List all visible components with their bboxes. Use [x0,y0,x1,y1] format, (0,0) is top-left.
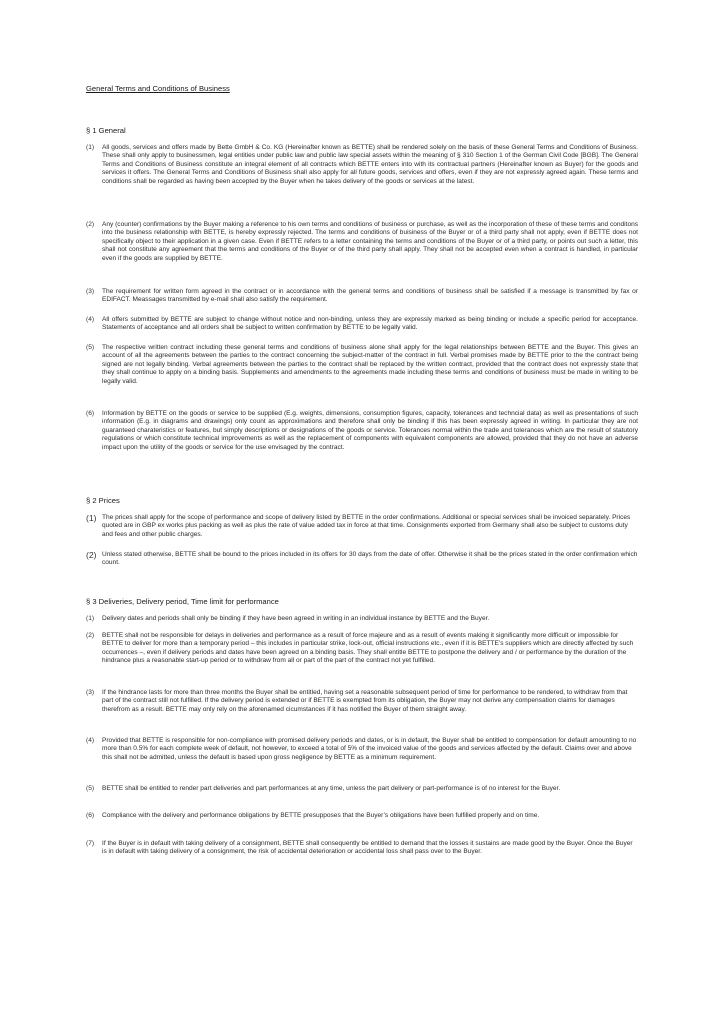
clause-number: (5) [86,344,95,351]
clause-text: All goods, services and offers made by Bette GmbH & Co. KG (Hereinafter known as BETTE) shall be rendered solely on the basis of these General Terms and Conditions of Business. These shall only apply to businessmen, legal entities under public law and public law special assets within the meaning of § 310 Section 1 of the German Civil Code [BGB]. The General Terms and Conditions of Business constitute an integral element of all contracts which BETTE enters into with its contractual partners (Hereinafter known as Buyer) for the goods and services it offers. The General Terms and Conditions of Business shall also apply for all future goods, services and offers, even if they are not expressly agreed again. These terms and conditions shall be regarded as having been accepted by the Buyer when he takes delivery of the goods or services at the latest. [102,144,638,185]
clause-1-6 [86,410,638,452]
document-title: General Terms and Conditions of Business [86,84,230,93]
clause-number: (4) [86,316,95,323]
clause-number: (1) [86,144,95,151]
section-heading-deliveries: § 3 Deliveries, Delivery period, Time limit for performance [86,597,279,606]
section-heading-general: § 1 General [86,126,126,135]
clause-text: Any (counter) confirmations by the Buyer making a reference to his own terms and conditions of business or purchase, as well as the incorporation of these of these terms and conditons into the business relationship with BETTE, is hereby expressly rejected. The terms and conditions of buisiness of the Buyer or of a third party shall not apply, even if BETTE does not specifically object to their application in a given case. Even if BETTE refers to a letter containing the terms and conditions of the Buyer or of a third party, or points out such a letter, this shall not constitute any agreement that the terms and conditions of the Buyer or of the third party shall apply. They shall not be accepted even when a contract is handled, in particular even if the goods are supplied by BETTE. [102,221,638,262]
clause-text: All offers submitted by BETTE are subject to change without notice and non-binding, unless they are expressly marked as being binding or include a specific period for acceptance. Statements of acceptance and all orders shall be subject to written confirmation by BETTE to be legally valid. [102,316,638,332]
clause-text: If the Buyer is in default with taking delivery of a consignment, BETTE shall consequently be entitled to demand that the losses it sustains are made good by the Buyer. Once the Buyer is in default with taking delivery of a consignment, the risk of accidental deterioration or accidental loss shall pass over to the Buyer. [102,840,633,856]
clause-text: Unless stated otherwise, BETTE shall be bound to the prices included in its offers for 30 days from the date of offer. Otherwise it shall be the prices stated in the order confirmation which count. [102,551,638,567]
section-heading-prices: § 2 Prices [86,496,120,505]
clause-3-6 [86,812,638,820]
clause-text: If the hindrance lasts for more than three months the Buyer shall be entitled, having set a reasonable subsequent period of time for performance to be rendered, to withdraw from that part of the contract still not fulfilled. If the delivery period is extended or if BETTE is exempted from its obligation, the Buyer may not derive any compensation claims for damages therefrom as a result. BETTE may only rely on the aforenamed cicumstances if it has notified the Buyer of them straight away. [102,689,628,713]
clause-3-3 [86,689,638,714]
clause-3-5 [86,785,638,793]
clause-number: (3) [86,288,95,295]
clause-1-4 [86,316,638,333]
clause-text: Provided that BETTE is responsible for non-compliance with promised delivery periods and dates, or is in default, the Buyer shall be entitled to compensation for default amounting to no more than 0.5% for each complete week of default, not however, to exceed a total of 5% of the invoiced value of the goods and services affected by the default. Claims over and above this shall not be admitted, unless the default is based upon gross negligence by BETTE as a minimum requirement. [102,737,637,761]
clause-3-1 [86,615,638,623]
clause-number: (6) [86,410,95,417]
clause-number: (6) [86,812,95,819]
clause-text: BETTE shall be entitled to render part deliveries and part performances at any time, unless the part delivery or part-performance is of no interest for the Buyer. [102,785,561,792]
clause-number: (2) [86,221,95,228]
clause-number: (7) [86,840,95,847]
clause-text: Compliance with the delivery and performance obligations by BETTE presupposes that the Buyer’s obligations have been fulfilled properly and on time. [102,812,540,819]
clause-1-5 [86,344,638,386]
clause-text: The respective written contract including these general terms and conditions of business alone shall apply for the legal relationships between BETTE and the Buyer. This gives an account of all the agreements between the parties to the contract concerning the subject-matter of the contract in full. Verbal promises made by BETTE prior to the the contract being signed are not legally binding. Verbal agreements between the parties to the contract shall be replaced by the written contract, provided that the contract does not expressly state that they shall continue to apply on a binding basis. Supplements and amendments to the agreements made including these terms and conditions of business must be made in writing to be legally valid. [102,344,638,385]
clause-text: The requirement for written form agreed in the contract or in accordance with the general terms and conditions of business shall be satisfied if a message is transmitted by fax or EDIFACT. Meassages transmitted by e-mail shall also satisfy the requirement. [102,288,638,304]
clause-2-2 [86,551,638,568]
clause-3-2 [86,632,638,666]
clause-number: (2) [86,550,97,560]
clause-text: Information by BETTE on the goods or service to be supplied (E.g. weights, dimensions, consumption figures, capacity, tolerances and techncial data) as well as presentations of such information (E.g. in diagrams and drawings) only count as approximations and therefore shall only be binding if this has been expressly agreed in writing. In particular they are not guaranteed charateristics or features, but simply descriptions or designations of the goods or service. Tolerances normal within the trade and tolerances which are the result of statutory regulations or which constitute technical improvements as well as the replacement of components with equivalent components are allowed, provided that they do not have an adverse impact upon the utility of the goods or service for the use envisaged by the contract. [102,410,638,451]
clause-number: (2) [86,632,95,639]
clause-1-2 [86,221,638,263]
clause-1-1 [86,144,638,186]
clause-1-3 [86,288,638,305]
clause-number: (1) [86,615,95,622]
clause-text: Delivery dates and periods shall only be binding if they have been agreed in writing in an individual instance by BETTE and the Buyer. [102,615,490,622]
clause-number: (1) [86,513,97,523]
clause-3-4 [86,737,638,762]
clause-number: (3) [86,689,95,696]
clause-number: (4) [86,737,95,744]
clause-number: (5) [86,785,95,792]
clause-text: The prices shall apply for the scope of performance and scope of delivery listed by BETTE in the order confirmations. Additional or special services shall be invoiced separately. Prices quoted are in GBP ex works plus packing as well as plus the rate of value added tax in force at that time. Consignments exported from Germany shall also be subject to customs duty and fees and other public charges. [102,514,631,538]
clause-2-1 [86,514,638,539]
clause-3-7 [86,840,638,857]
clause-text: BETTE shall not be responsible for delays in deliveries and performance as a result of force majeure and as a result of events making it significantly more difficult or impossible for BETTE to deliver for more than a temporary period – this includes in particular strike, lock-out, official instructions etc., even if it is BETTE’s suppliers which are directly affected by such occurrences –, even if delivery periods and dates have been agreed on a binding basis. They shall entitle BETTE to postpone the delivery and / or performance by the duration of the hindrance plus a reasonable start-up period or to withdraw from all or part of the part of the contract not yet fulfilled. [102,632,634,665]
